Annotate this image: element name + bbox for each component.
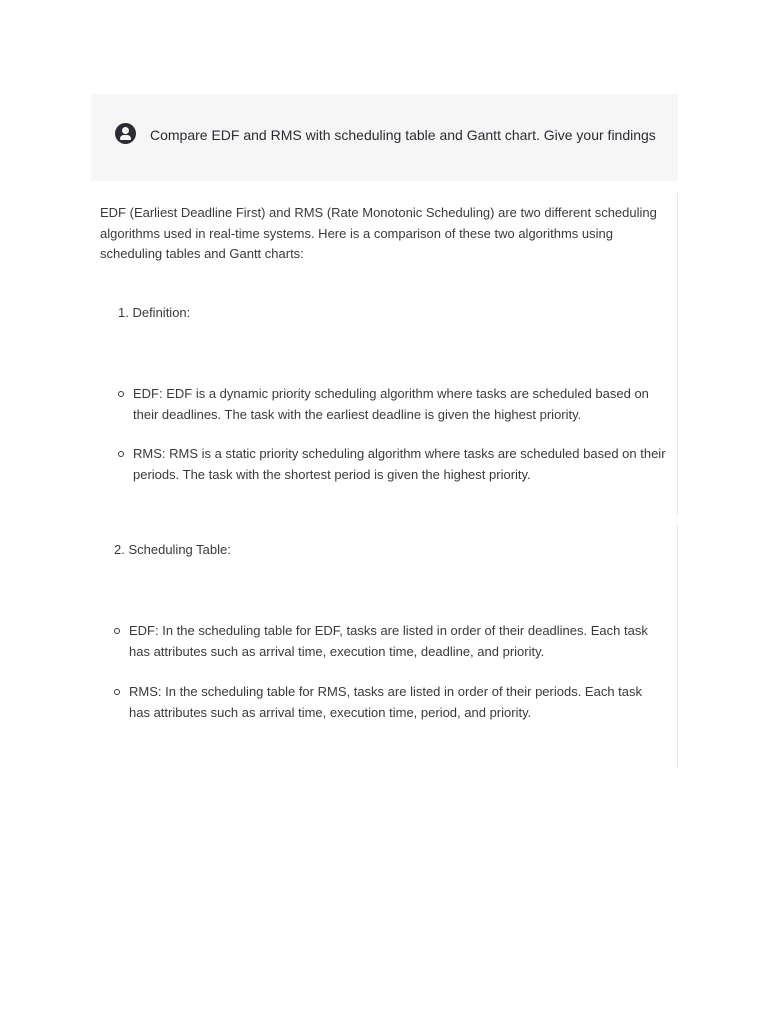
bullet-circle-icon — [118, 451, 124, 457]
section-heading-scheduling-table: 2. Scheduling Table: — [114, 542, 231, 557]
avatar-shoulders — [120, 135, 131, 140]
prompt-text: Compare EDF and RMS with scheduling table and Gantt chart. Give your findings — [150, 126, 656, 143]
bullet-circle-icon — [118, 391, 124, 397]
user-avatar-icon — [115, 123, 136, 144]
list-item-rms-definition — [118, 444, 666, 485]
response-divider-bottom — [677, 525, 678, 768]
avatar-head — [122, 127, 129, 134]
list-item-edf-table — [114, 621, 659, 662]
list-item-text: EDF: In the scheduling table for EDF, tasks are listed in order of their deadlines. Each task has attributes such as arrival time, execution time, deadline, and priority. — [129, 623, 648, 659]
list-item-rms-table — [114, 682, 666, 723]
list-item-text: RMS: In the scheduling table for RMS, tasks are listed in order of their periods. Each task has attributes such as arrival time, execution time, period, and priority. — [129, 684, 643, 720]
response-intro: EDF (Earliest Deadline First) and RMS (Rate Monotonic Scheduling) are two different scheduling algorithms used in real-time systems. Here is a comparison of these two algorithms using scheduling tables and Gantt charts: — [100, 205, 657, 261]
list-item-text: EDF: EDF is a dynamic priority scheduling algorithm where tasks are scheduled based on their deadlines. The task with the earliest deadline is given the highest priority. — [133, 386, 649, 422]
list-item-text: RMS: RMS is a static priority scheduling algorithm where tasks are scheduled based on their periods. The task with the shortest period is given the highest priority. — [133, 446, 666, 482]
bullet-circle-icon — [114, 628, 120, 634]
section-heading-definition: 1. Definition: — [118, 305, 191, 320]
list-item-edf-definition — [118, 384, 663, 425]
user-prompt-box — [91, 94, 678, 181]
response-divider-top — [677, 193, 678, 515]
bullet-circle-icon — [114, 689, 120, 695]
